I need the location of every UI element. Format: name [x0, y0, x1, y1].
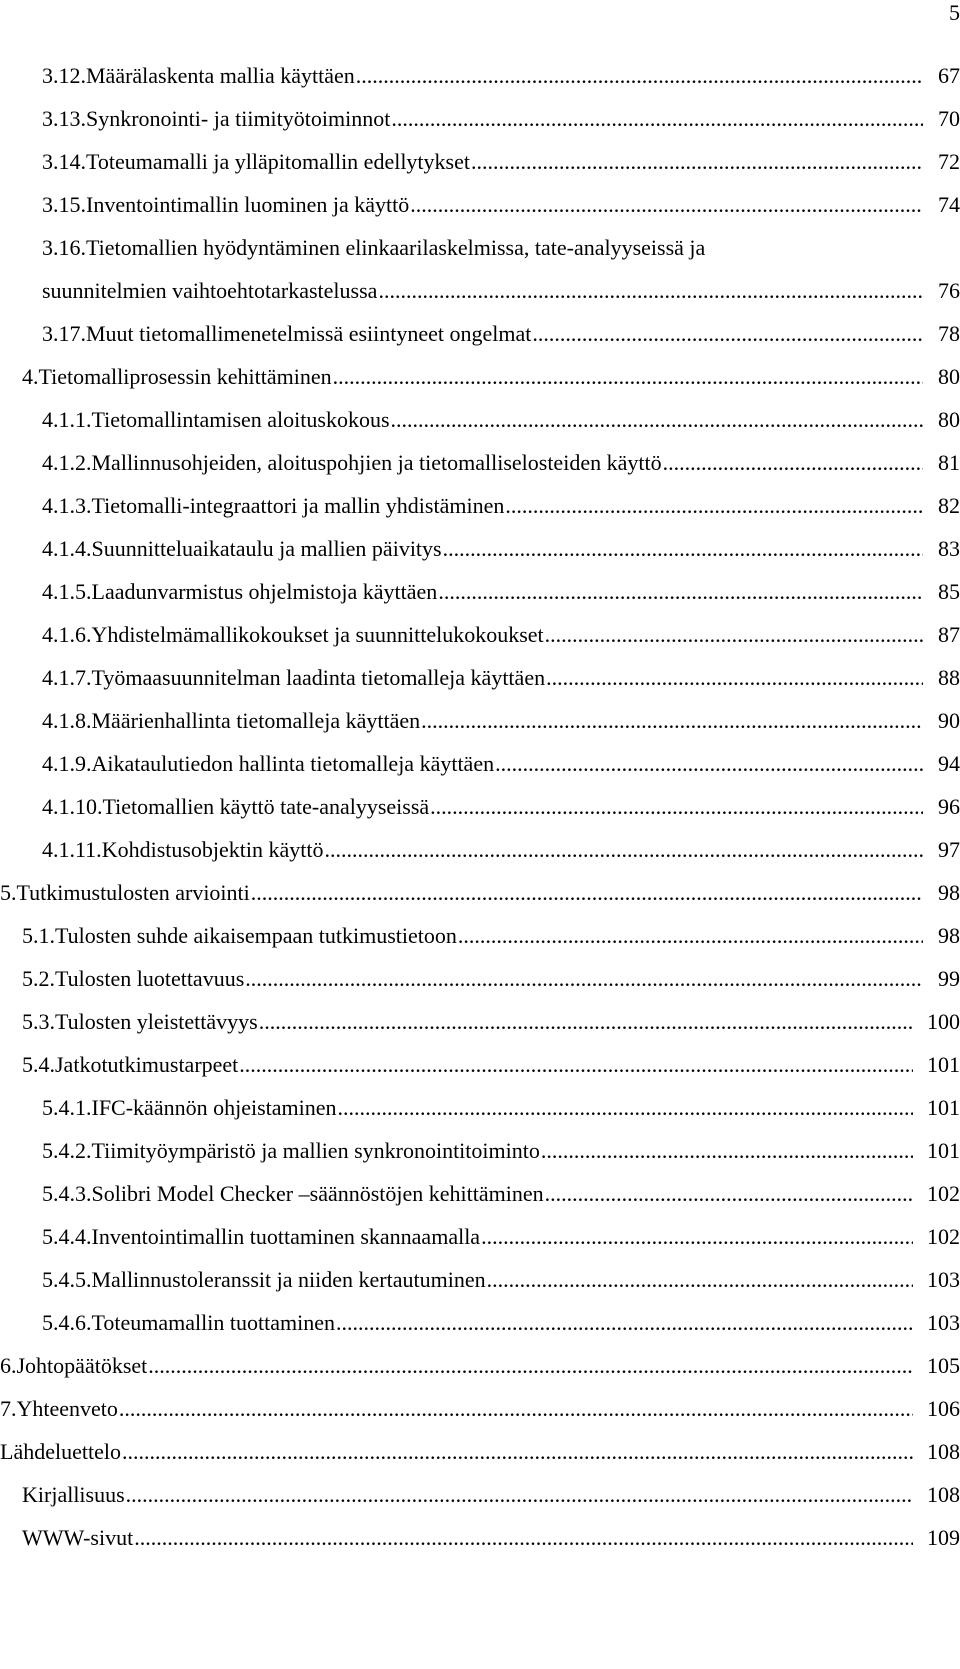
toc-entry-title: Inventointimallin luominen ja käyttö — [86, 192, 410, 217]
toc-entry[interactable] — [0, 1046, 960, 1089]
toc-entry-title: Muut tietomallimenetelmissä esiintyneet ongelmat — [86, 321, 532, 346]
toc-dot-leader — [338, 1089, 913, 1126]
toc-entry-title: Mallinnustoleranssit ja niiden kertautuminen — [91, 1267, 486, 1292]
toc-dot-leader — [259, 1003, 913, 1040]
toc-entry-page: 101 — [927, 1052, 960, 1077]
toc-dot-leader — [545, 1175, 913, 1212]
toc-entry[interactable] — [0, 143, 960, 186]
toc-dot-leader — [356, 57, 923, 94]
toc-entry-title: Inventointimallin tuottaminen skannaamalla — [91, 1224, 481, 1249]
toc-entry-page: 98 — [938, 880, 960, 905]
toc-entry[interactable] — [0, 1476, 960, 1519]
toc-entry-page: 103 — [927, 1267, 960, 1292]
toc-entry[interactable] — [0, 1003, 960, 1046]
table-of-contents — [0, 57, 960, 1562]
toc-entry-page: 98 — [938, 923, 960, 948]
toc-entry[interactable] — [0, 1304, 960, 1347]
toc-entry-title: Mallinnusohjeiden, aloituspohjien ja tietomalliselosteiden käyttö — [91, 450, 662, 475]
toc-entry[interactable] — [0, 401, 960, 444]
toc-dot-leader — [391, 100, 923, 137]
toc-entry-title: IFC-käännön ohjeistaminen — [91, 1095, 337, 1120]
toc-dot-leader — [546, 659, 923, 696]
toc-entry — [0, 229, 960, 272]
toc-entry-title: Solibri Model Checker –säännöstöjen kehittäminen — [91, 1181, 544, 1206]
toc-dot-leader — [505, 487, 923, 524]
toc-entry-page: 103 — [927, 1310, 960, 1335]
toc-dot-leader — [251, 874, 923, 911]
toc-entry-page: 108 — [927, 1439, 960, 1464]
toc-entry-page: 102 — [927, 1181, 960, 1206]
toc-entry-title: Jatkotutkimustarpeet — [55, 1052, 239, 1077]
toc-entry-number: 4.1.5. — [42, 579, 92, 604]
toc-entry-continuation — [0, 272, 960, 315]
toc-entry-number: 5.4.5. — [42, 1267, 92, 1292]
toc-entry-page: 97 — [938, 837, 960, 862]
toc-entry-number: 3.13. — [42, 106, 86, 131]
toc-entry-number: 4.1.3. — [42, 493, 92, 518]
toc-entry[interactable] — [0, 1433, 960, 1476]
toc-entry-number: 6. — [0, 1353, 17, 1378]
toc-dot-leader — [663, 444, 923, 481]
toc-entry-number: 5.4.4. — [42, 1224, 92, 1249]
toc-dot-leader — [430, 788, 923, 825]
toc-dot-leader — [325, 831, 923, 868]
toc-dot-leader — [495, 745, 923, 782]
toc-entry-page: 101 — [927, 1095, 960, 1120]
toc-entry-page: 83 — [938, 536, 960, 561]
toc-entry-title: Tulosten yleistettävyys — [55, 1009, 258, 1034]
toc-entry-title: Tietomalli-integraattori ja mallin yhdistäminen — [91, 493, 505, 518]
toc-entry-title: Kohdistusobjektin käyttö — [101, 837, 324, 862]
toc-entry-page: 108 — [927, 1482, 960, 1507]
toc-entry[interactable] — [0, 487, 960, 530]
toc-entry-title: Tutkimustulosten arviointi — [16, 880, 250, 905]
toc-entry-number: 5.4.3. — [42, 1181, 92, 1206]
toc-entry-number: 5.4.1. — [42, 1095, 92, 1120]
toc-dot-leader — [391, 401, 923, 438]
toc-entry-title: Tietomalliprosessin kehittäminen — [38, 364, 332, 389]
toc-entry-page: 106 — [927, 1396, 960, 1421]
toc-dot-leader — [122, 1433, 913, 1470]
toc-entry-number: 5.1. — [22, 923, 55, 948]
toc-entry-title: Laadunvarmistus ohjelmistoja käyttäen — [91, 579, 438, 604]
toc-dot-leader — [148, 1347, 913, 1384]
toc-entry-page: 67 — [938, 63, 960, 88]
toc-entry-title: Johtopäätökset — [16, 1353, 148, 1378]
toc-entry-page: 109 — [927, 1525, 960, 1550]
toc-dot-leader — [126, 1476, 913, 1513]
toc-dot-leader — [481, 1218, 913, 1255]
toc-entry-page: 76 — [938, 278, 960, 303]
toc-dot-leader — [458, 917, 923, 954]
toc-entry-title: Määrälaskenta mallia käyttäen — [86, 63, 355, 88]
toc-entry-title-continued: suunnitelmien vaihtoehtotarkastelussa — [42, 278, 378, 303]
toc-entry-title: Toteumamallin tuottaminen — [91, 1310, 335, 1335]
toc-entry-number: 4.1.7. — [42, 665, 92, 690]
toc-entry-page: 100 — [927, 1009, 960, 1034]
toc-entry-number: 5.4. — [22, 1052, 55, 1077]
toc-entry[interactable] — [0, 1218, 960, 1261]
toc-entry[interactable] — [0, 1390, 960, 1433]
toc-entry-page: 74 — [938, 192, 960, 217]
toc-dot-leader — [239, 1046, 913, 1083]
toc-entry[interactable] — [0, 358, 960, 401]
toc-dot-leader — [336, 1304, 913, 1341]
toc-entry-page: 94 — [938, 751, 960, 776]
toc-entry-page: 81 — [938, 450, 960, 475]
toc-entry-page: 101 — [927, 1138, 960, 1163]
toc-entry[interactable] — [0, 917, 960, 960]
toc-entry-number: 4.1.2. — [42, 450, 92, 475]
toc-entry-title: Työmaasuunnitelman laadinta tietomalleja käyttäen — [91, 665, 546, 690]
toc-entry[interactable] — [0, 745, 960, 788]
toc-dot-leader — [245, 960, 923, 997]
toc-dot-leader — [134, 1519, 913, 1556]
toc-entry-number: 4.1.4. — [42, 536, 92, 561]
toc-entry[interactable] — [0, 960, 960, 1003]
toc-entry[interactable] — [0, 702, 960, 745]
toc-entry-page: 80 — [938, 407, 960, 432]
toc-dot-leader — [545, 616, 923, 653]
toc-entry-number: 3.16. — [42, 235, 86, 260]
toc-entry-number: 4.1.9. — [42, 751, 92, 776]
toc-entry-number: 4.1.10. — [42, 794, 103, 819]
toc-entry-title: Tiimityöympäristö ja mallien synkronointitoiminto — [91, 1138, 540, 1163]
toc-entry-page: 102 — [927, 1224, 960, 1249]
toc-dot-leader — [532, 315, 923, 352]
toc-dot-leader — [471, 143, 923, 180]
toc-entry-page: 70 — [938, 106, 960, 131]
toc-entry-title: Kirjallisuus — [22, 1482, 125, 1507]
toc-dot-leader — [378, 272, 923, 309]
toc-entry-title: Aikataulutiedon hallinta tietomalleja käyttäen — [91, 751, 495, 776]
toc-entry-page: 99 — [938, 966, 960, 991]
toc-entry[interactable] — [0, 57, 960, 100]
toc-entry-number: 5.4.2. — [42, 1138, 92, 1163]
toc-entry[interactable] — [0, 788, 960, 831]
toc-entry[interactable] — [0, 573, 960, 616]
toc-entry-title: Toteumamalli ja ylläpitomallin edellytykset — [86, 149, 470, 174]
page-number: 5 — [949, 0, 960, 25]
toc-dot-leader — [421, 702, 923, 739]
toc-entry[interactable] — [0, 444, 960, 487]
toc-entry[interactable] — [0, 874, 960, 917]
toc-entry[interactable] — [0, 315, 960, 358]
toc-entry-number: 4.1.1. — [42, 407, 92, 432]
toc-entry[interactable] — [0, 659, 960, 702]
toc-entry-title: Yhdistelmämallikokoukset ja suunnittelukokoukset — [91, 622, 544, 647]
toc-entry-number: 5.4.6. — [42, 1310, 92, 1335]
toc-entry-number: 5.3. — [22, 1009, 55, 1034]
toc-entry-number: 3.12. — [42, 63, 86, 88]
toc-dot-leader — [443, 530, 923, 567]
toc-entry-number: 4.1.8. — [42, 708, 92, 733]
toc-entry[interactable] — [0, 100, 960, 143]
toc-entry-page: 90 — [938, 708, 960, 733]
toc-entry-page: 72 — [938, 149, 960, 174]
toc-dot-leader — [487, 1261, 913, 1298]
toc-entry[interactable] — [0, 1347, 960, 1390]
toc-entry[interactable] — [0, 1519, 960, 1562]
toc-entry[interactable] — [0, 1175, 960, 1218]
toc-dot-leader — [333, 358, 923, 395]
toc-entry-title: Yhteenveto — [16, 1396, 118, 1421]
toc-entry[interactable] — [0, 186, 960, 229]
toc-entry-title: Tietomallintamisen aloituskokous — [91, 407, 390, 432]
toc-entry-title: Synkronointi- ja tiimityötoiminnot — [86, 106, 391, 131]
toc-entry-page: 85 — [938, 579, 960, 604]
toc-entry-page: 82 — [938, 493, 960, 518]
toc-entry-title: Määrienhallinta tietomalleja käyttäen — [91, 708, 421, 733]
toc-dot-leader — [438, 573, 923, 610]
toc-entry-title: Lähdeluettelo — [0, 1439, 121, 1464]
toc-entry-number: 3.14. — [42, 149, 86, 174]
toc-entry[interactable] — [0, 616, 960, 659]
toc-dot-leader — [119, 1390, 913, 1427]
toc-entry-number: 7. — [0, 1396, 17, 1421]
toc-entry-title: Tietomallien hyödyntäminen elinkaarilaskelmissa, tate-analyyseissä ja — [86, 235, 706, 260]
toc-entry-page: 80 — [938, 364, 960, 389]
toc-entry[interactable] — [0, 1089, 960, 1132]
toc-entry-page: 78 — [938, 321, 960, 346]
toc-entry-page: 88 — [938, 665, 960, 690]
toc-entry[interactable] — [0, 831, 960, 874]
toc-entry-page: 105 — [927, 1353, 960, 1378]
toc-dot-leader — [410, 186, 923, 223]
toc-entry[interactable] — [0, 1261, 960, 1304]
toc-entry[interactable] — [0, 1132, 960, 1175]
toc-entry-page: 96 — [938, 794, 960, 819]
toc-entry-number: 3.15. — [42, 192, 86, 217]
toc-entry-number: 5. — [0, 880, 17, 905]
toc-entry-title: Tulosten suhde aikaisempaan tutkimustietoon — [55, 923, 457, 948]
toc-entry-number: 3.17. — [42, 321, 86, 346]
toc-entry-title: Tulosten luotettavuus — [55, 966, 245, 991]
toc-entry-number: 4. — [22, 364, 39, 389]
toc-entry-number: 4.1.6. — [42, 622, 92, 647]
toc-entry-title: Tietomallien käyttö tate-analyyseissä — [102, 794, 430, 819]
toc-entry[interactable] — [0, 530, 960, 573]
toc-entry-number: 4.1.11. — [42, 837, 102, 862]
toc-entry-title: WWW-sivut — [22, 1525, 134, 1550]
toc-entry-number: 5.2. — [22, 966, 55, 991]
toc-entry-page: 87 — [938, 622, 960, 647]
toc-dot-leader — [541, 1132, 913, 1169]
toc-entry-title: Suunnitteluaikataulu ja mallien päivitys — [91, 536, 442, 561]
